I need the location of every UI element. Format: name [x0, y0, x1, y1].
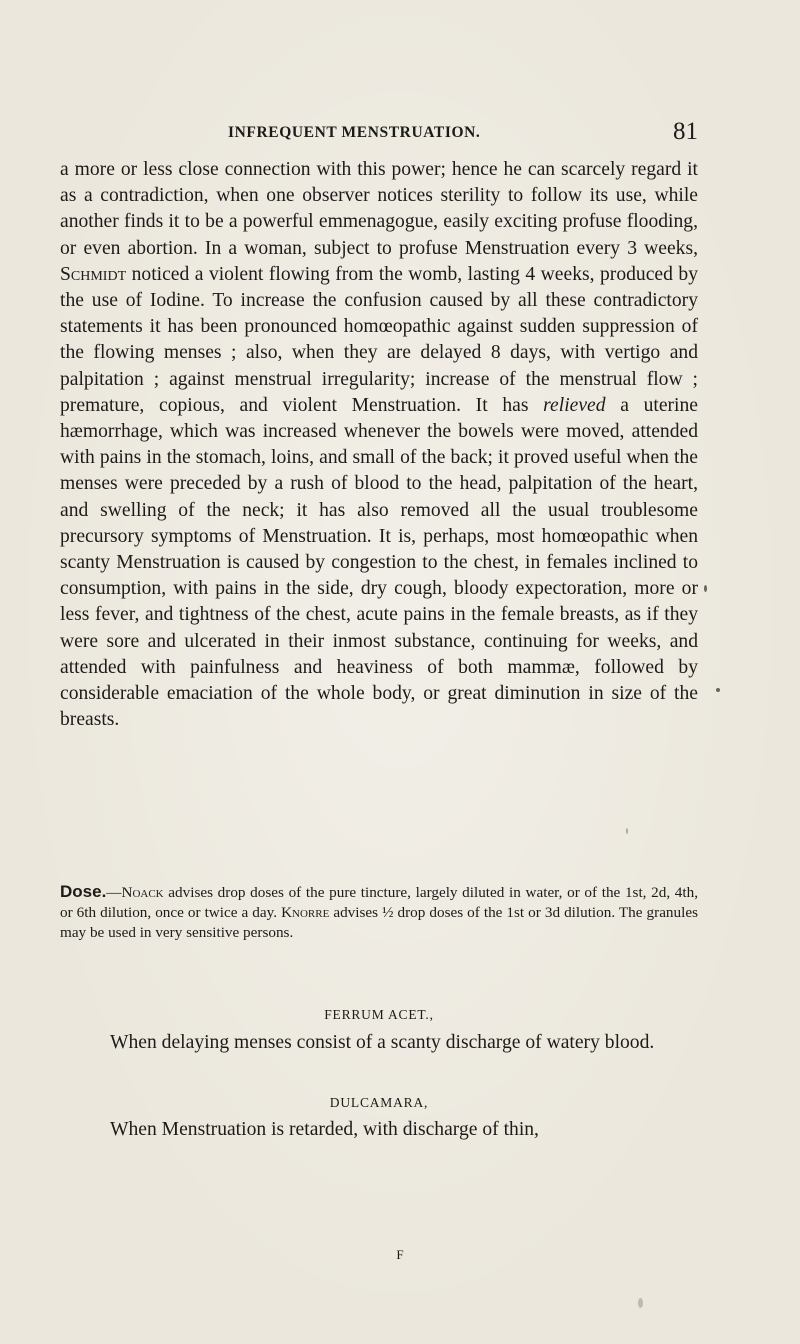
remedy-heading-dulcamara: DULCAMARA,	[329, 1095, 429, 1110]
remedy-heading-ferrum: FERRUM ACET.,	[324, 1007, 434, 1022]
main-paragraph	[60, 157, 698, 733]
running-head-title: INFREQUENT MENSTRUATION.	[228, 124, 481, 141]
remedy-text-ferrum: When delaying menses consist of a scanty discharge of watery blood.	[110, 1032, 655, 1053]
dose-text-part-1: advises drop doses of the pure tincture, largely diluted in water, or of the 1st, 2d, 4th, or 6th dilution, once or twice a day.	[60, 884, 698, 921]
running-head	[228, 118, 698, 148]
page-number: 81	[673, 118, 698, 145]
emphasis-relieved: relieved	[543, 394, 606, 416]
dose-paragraph	[60, 882, 698, 943]
main-text-part-3: a uterine hæmorrhage, which was increased whenever the bowels were moved, attended with pains in the stomach, loins, and small of the back; it proved useful when the menses were preceded by a rush of blood to the head, palpitation of the heart, and swelling of the neck; it has also removed all the usual troublesome precursory symptoms of Menstruation. It is, perhaps, most homœopathic when scanty Menstruation is caused by congestion to the chest, in females inclined to consumption, with pains in the side, dry cough, bloody expectoration, more or less fever, and tightness of the chest, acute pains in the female breasts, as if they were sore and ulcerated in their inmost substance, continuing for weeks, and attended with painfulness and heaviness of both mammæ, followed by considerable emaciation of the whole body, or great diminution in size of the breasts.	[60, 394, 698, 731]
author-noack: Noack	[121, 884, 164, 901]
signature-mark: F	[396, 1247, 404, 1262]
main-text-part-2: noticed a violent flowing from the womb, lasting 4 weeks, produced by the use of Iodine. To increase the confusion caused by all these contradictory statements it has been pronounced homœopathic against sudden suppression of the flowing menses ; also, when they are delayed 8 days, with vertigo and palpitation ; against menstrual irregularity; increase of the menstrual flow ; premature, copious, and violent Menstruation. It has	[60, 263, 698, 416]
dose-dash: —	[106, 884, 122, 901]
paper-speck	[704, 585, 707, 592]
dose-label: Dose.	[60, 882, 107, 901]
paper-speck	[626, 828, 628, 834]
dose-text-part-2: advises ½ drop doses of the 1st or 3d dilution. The granules may be used in very sensitive persons.	[60, 904, 698, 941]
author-schmidt: Schmidt	[60, 263, 127, 285]
paper-speck	[716, 688, 720, 692]
remedy-text-dulcamara: When Menstruation is retarded, with discharge of thin,	[110, 1119, 539, 1140]
paper-speck	[638, 1298, 643, 1308]
author-knorre: Knorre	[281, 904, 330, 921]
main-text-part-1: a more or less close connection with this power; hence he can scarcely regard it as a contradiction, when one observer notices sterility to follow its use, while another finds it to be a powerful emmenagogue, easily exciting profuse flooding, or even abortion. In a woman, subject to profuse Menstruation every 3 weeks,	[60, 159, 698, 259]
